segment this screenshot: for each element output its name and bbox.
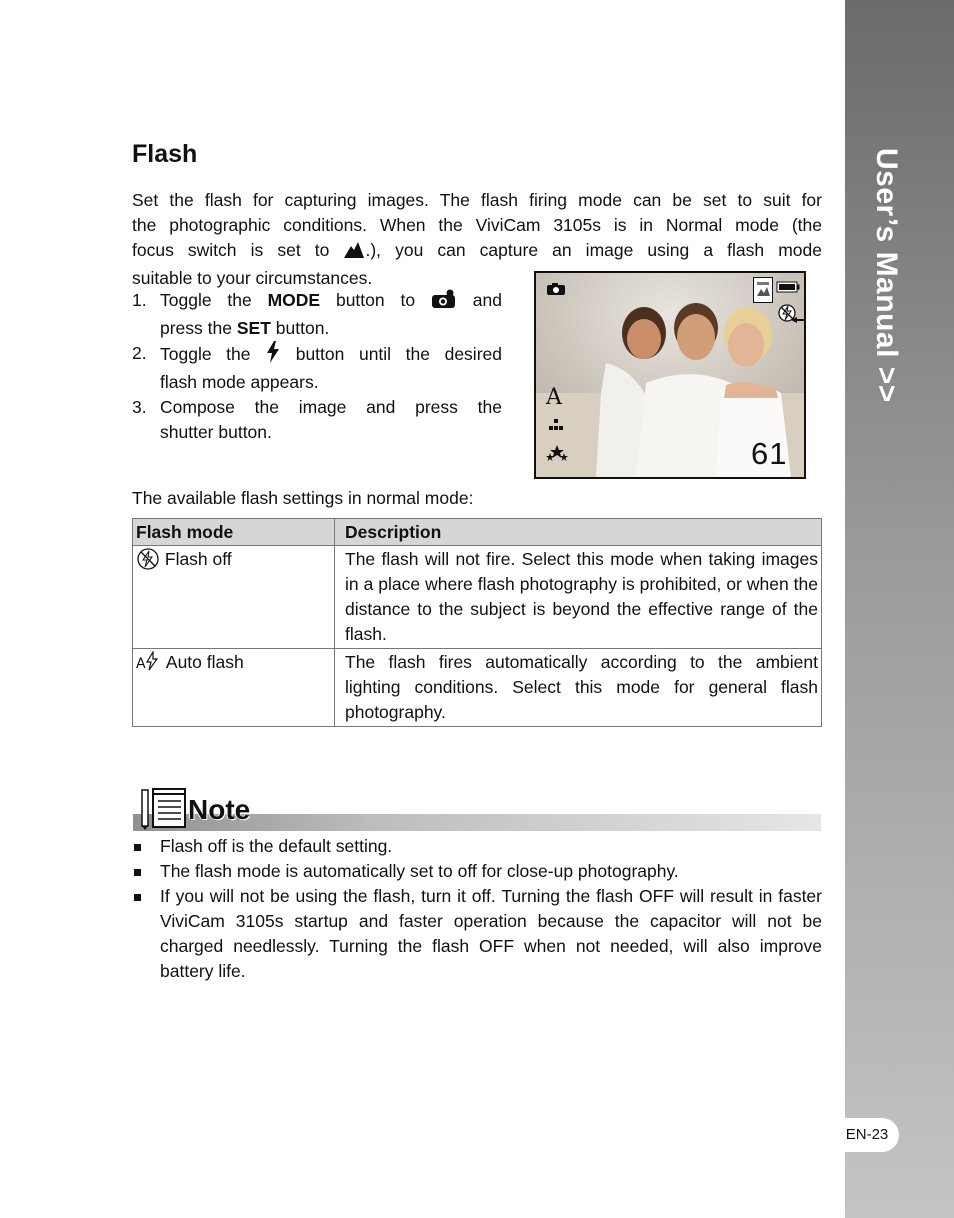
description-cell: The flash will not fire. Select this mode when taking images in a place where flash photography is prohibited, or when the distance to the subject is beyond the effective range of the flash. (335, 546, 822, 649)
list-item: Flash off is the default setting. (132, 834, 822, 859)
svg-text:A: A (136, 656, 146, 671)
shots-remaining-counter: 61 (751, 436, 788, 471)
table-header-row (133, 519, 822, 546)
flash-off-icon (136, 547, 160, 578)
section-title: Flash (132, 140, 198, 168)
steps-list (132, 288, 502, 445)
lcd-screen-photo (534, 271, 806, 479)
mountain-focus-icon (343, 239, 365, 266)
note-header (133, 786, 821, 832)
notepad-icon (141, 788, 187, 835)
note-title: Note (188, 794, 251, 825)
battery-icon (776, 280, 800, 298)
note-list (132, 834, 822, 984)
flash-mode-cell: Flash off (133, 546, 335, 649)
table-row (133, 546, 822, 649)
intro-line-2: the photographic conditions. When the ViviCam 3105s is in Normal mode (the (132, 215, 822, 235)
table-caption: The available flash settings in normal mode: (132, 488, 474, 508)
camera-mode-indicator-icon (546, 282, 566, 301)
page-number: EN-23 (835, 1118, 899, 1152)
step-2: 2. Toggle the button until the desired flash mode appears. (132, 343, 502, 392)
flash-bolt-icon (265, 341, 281, 370)
pointer-arrow-icon (791, 310, 805, 328)
auto-flash-icon (136, 651, 162, 678)
intro-line-3: focus switch is set to .), you can capture an image using a flash mode (132, 238, 822, 266)
flash-mode-cell: A Auto flash (133, 649, 335, 727)
step-1: 1. Toggle the MODE button to and press the SET button. (132, 290, 502, 338)
auto-mode-letter: A (546, 385, 562, 410)
list-item: If you will not be using the flash, turn it off. Turning the flash OFF will result in faster ViviCam 3105s startup and faster operation because the capacitor will not be charged needlessly. Turning the flash OFF when not needed, will also improve battery life. (132, 884, 822, 984)
metering-icon (546, 418, 566, 437)
flash-modes-table (132, 518, 822, 727)
step-3: 3. Compose the image and press the shutter button. (132, 397, 502, 442)
column-header-description: Description (335, 519, 822, 546)
image-quality-icon (753, 277, 773, 303)
intro-line-1: Set the flash for capturing images. The flash firing mode can be set to suit for (132, 190, 822, 210)
quality-stars-icon (546, 445, 568, 466)
list-item: The flash mode is automatically set to off for close-up photography. (132, 859, 822, 884)
column-header-flash-mode: Flash mode (133, 519, 335, 546)
table-row (133, 649, 822, 727)
camera-mode-icon (431, 289, 457, 316)
sidebar-title: User’s Manual >> (870, 148, 903, 403)
description-cell: The flash fires automatically according to the ambient lighting conditions. Select this mode for general flash photography. (335, 649, 822, 727)
intro-line-4: suitable to your circumstances. (132, 268, 373, 288)
